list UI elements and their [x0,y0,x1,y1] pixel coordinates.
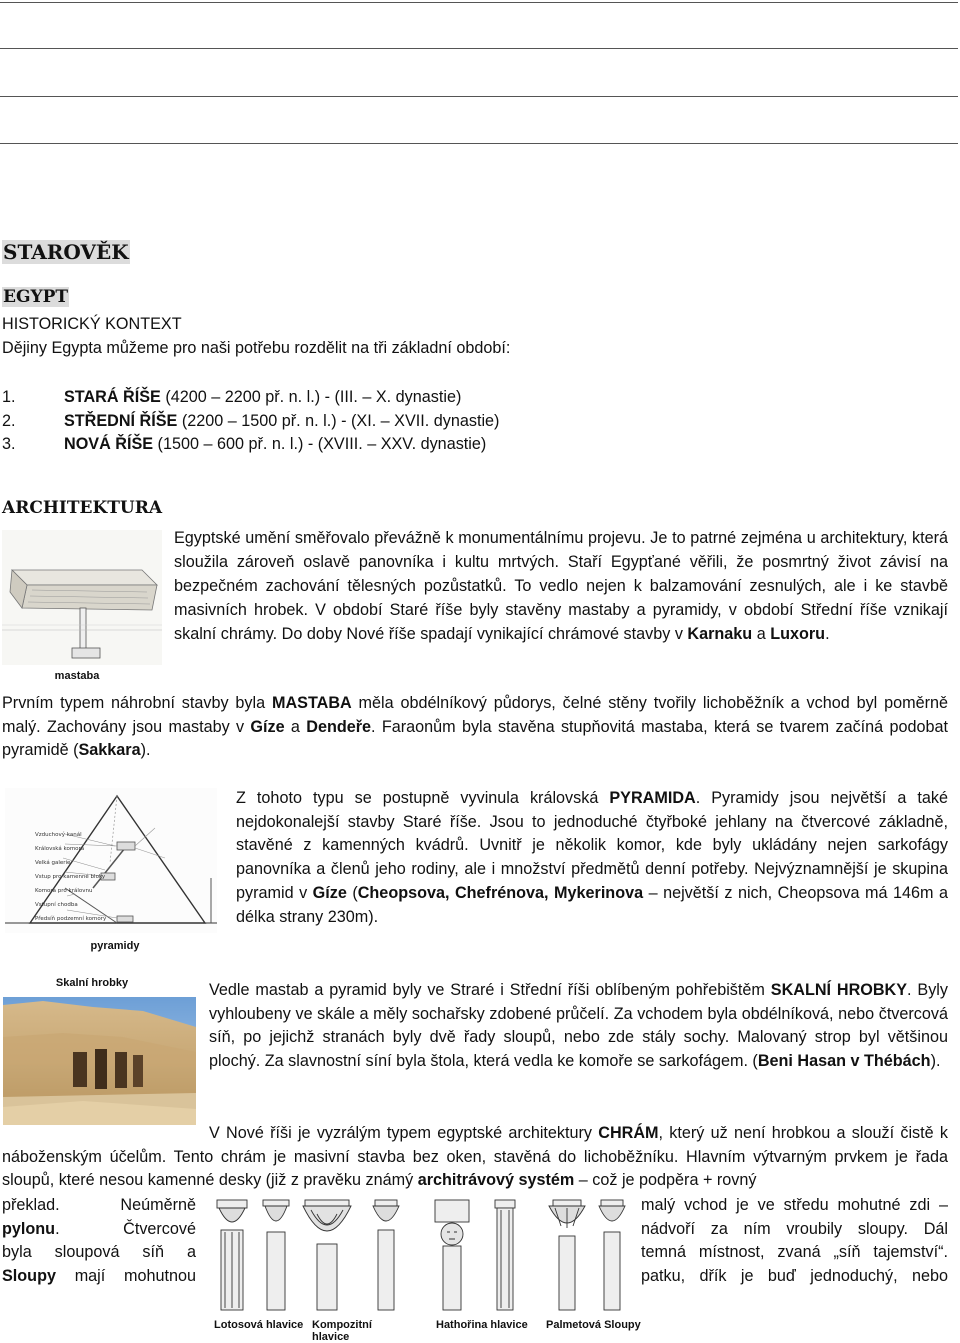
text-line: temná místnost, zvaná „síň tajemství“. [641,1243,948,1262]
text-line: překlad. Neúměrně [2,1196,196,1214]
temple-left-column [2,1194,196,1289]
ruled-line [0,2,958,3]
temple-right-column [641,1194,948,1289]
list-item: 2. STŘEDNÍ ŘÍŠE (2200 – 1500 př. n. l.) - (XI. – XVII. dynastie) [2,411,500,430]
mastaba-paragraph: Prvním typem náhrobní stavby byla MASTABA měla obdélníkový půdorys, čelné stěny tvořily lichoběžník a vchod byl poměrně malý. Zachovány jsou mastaby v Gíze a Dendeře. Faraonům byla stavěna stupňovitá mastaba, která se tvarem začíná podobat pyramidě (Sakkara). [2,694,949,760]
rock-tombs-paragraph: Vedle mastab a pyramid byly ve Straré i Střední říši oblíbeným pohřebištěm SKALNÍ HROBKY. Byly vyhloubeny ve skále a měly sochařsky zdobené průčelí. Za vchodem byla obdélníková, nebo čtvercová síň, po jejichž stranách byly dvě řady sloupů, nebo zde stály sochy. Malovaný strop byl většinou plochý. Za slavnostní síní byla štola, která vedla ke komoře se sarkofágem. (Beni Hasan v Thébách). [209,981,948,1071]
context-heading: HISTORICKÝ KONTEXT [2,315,182,333]
pyramid-caption: pyramidy [90,940,140,952]
column-caption-palm: Palmetová Sloupy [546,1319,641,1331]
text-line: malý vchod je ve středu mohutné zdi – [641,1196,948,1214]
temple-paragraph: V Nové říši je vyzrálým typem egyptské architektury CHRÁM, který už není hrobkou a slouží čistě k náboženským účelům. Tento chrám je masivní stavba bez oken, stavěná do lichoběžníku. Hlavním výtvarným prvkem je řada sloupů, které nesou kamenné desky (již z pravěku známý architrávový systém – což je podpěra + rovný [2,1124,948,1190]
rock-tombs-image [3,997,196,1125]
intro-paragraph: Egyptské umění směřovalo převážně k monumentálnímu projevu. Je to patrné zejména u architektury, která sloužila zároveň oslavě panovníka i kultu mrtvých. Staří Egypťané věřili, že posmrtný život závisí na bezpečném zachování tělesných pozůstatků. To vedlo nejen k balzamování zesnulých, ale i ke stavbě masivních hrobek. V období Staré říše byly stavěny mastaby a pyramidy, v období Střední říše vznikají skalní chrámy. Do doby Nové říše spadají vynikající chrámové stavby v Karnaku a Luxoru. [174,529,948,643]
text-line: Sloupy mají mohutnou [2,1267,196,1286]
page-title: STAROVĚK [3,240,129,264]
ruled-line [0,48,958,49]
pyramid-paragraph: Z tohoto typu se postupně vyvinula královská PYRAMIDA. Pyramidy jsou největší a také nejdokonalejší stavby Staré říše. Jsou to jednoduché čtyřboké jehlany na čtvercové základně, stavěné z kamenných kvádrů. Uvnitř je několik komor, kde byly ukládány nejen sarkofágy panovníka a členů jeho rodiny, ale i množství předmětů denní potřeby. Nejvýznamnější je skupina pyramid v Gíze (Cheopsova, Chefrénova, Mykerinova – největší z nich, Cheopsova má 146m a délka strany 230m). [236,789,948,926]
pyramid-figure [5,788,217,933]
context-intro: Dějiny Egypta můžeme pro naši potřebu rozdělit na tři základní období: [2,339,511,357]
rock-tombs-photo [3,997,196,1125]
text-line: patku, dřík je buď jednoduchý, nebo [641,1267,948,1286]
section-subtitle: EGYPT [3,287,69,307]
column-caption-hathor: Hathořina hlavice [436,1319,528,1331]
text-line: nádvoří za ním vroubily sloupy. Dál [641,1219,948,1238]
mastaba-drawing [2,530,162,665]
list-item: 1. STARÁ ŘÍŠE (4200 – 2200 př. n. l.) - (III. – X. dynastie) [2,388,462,406]
mastaba-caption: mastaba [54,670,100,682]
ruled-line [0,96,958,97]
columns-drawing [205,1196,633,1311]
list-item: 3. NOVÁ ŘÍŠE (1500 – 600 př. n. l.) - (XVIII. – XXV. dynastie) [2,435,487,454]
column-caption-lotus: Lotosová hlavice [214,1319,304,1331]
column-caption-composite: Kompozitní hlavice [312,1319,372,1343]
architecture-heading: ARCHITEKTURA [2,498,163,518]
columns-figure [205,1196,633,1311]
pyramid-labels: Vzduchový kanál Královská komora Velká galerie Vstup pro kamenné bloky Komora pro královnu Vstupní chodba Předsíň podzemní komory [35,832,107,922]
text-line: pylonu. Čtvercové [2,1219,196,1238]
period-list [2,386,499,457]
text-line: byla sloupová síň a [2,1243,196,1262]
ruled-line [0,143,958,144]
rock-tombs-caption: Skalní hrobky [55,977,129,989]
mastaba-figure [2,530,162,665]
